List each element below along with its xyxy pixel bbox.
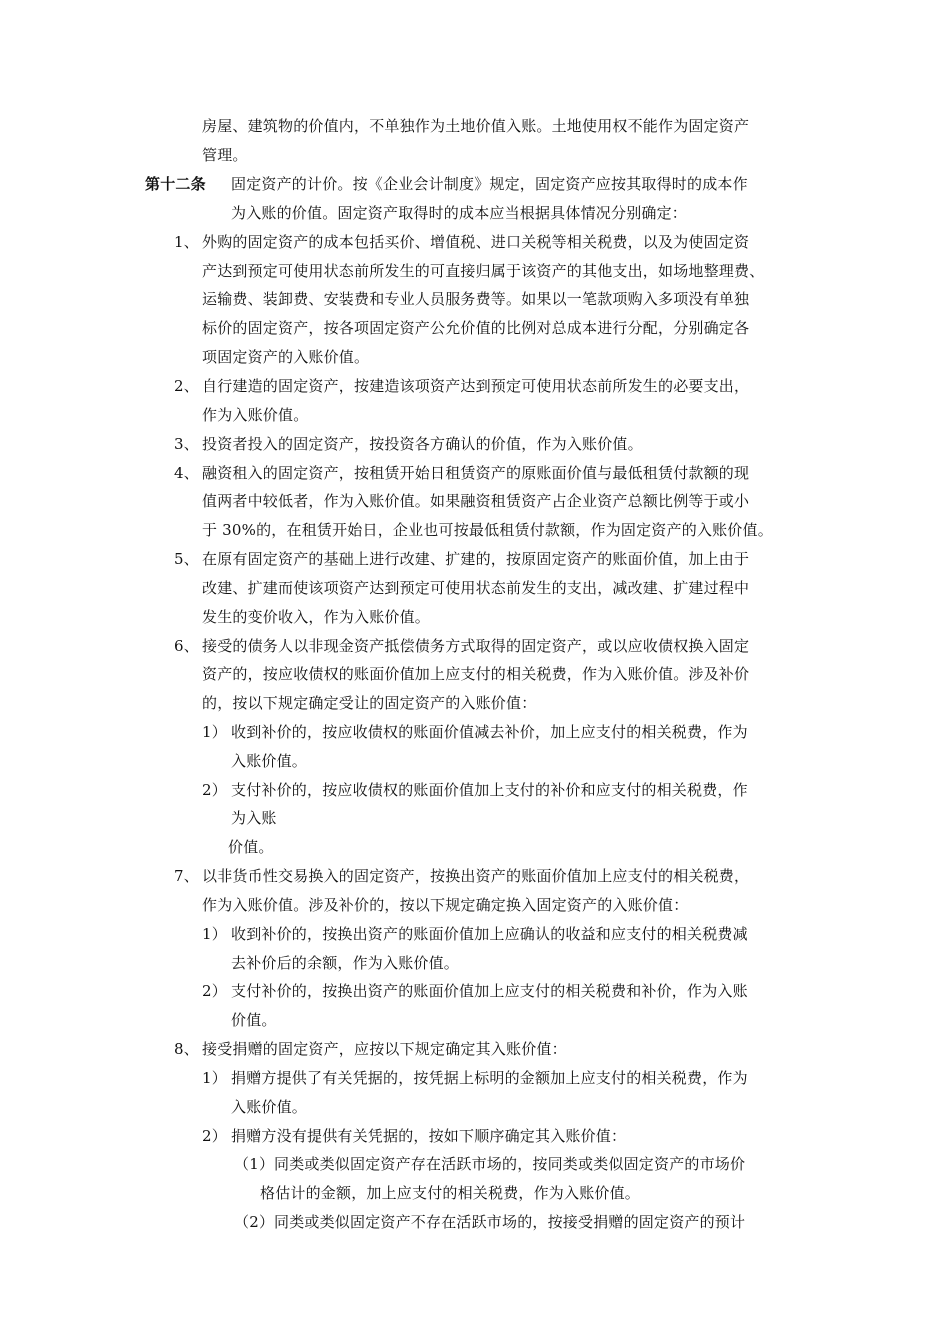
subitem-line: 去补价后的余额，作为入账价值。 — [231, 954, 460, 972]
article-label: 第十二条 — [145, 175, 206, 193]
item-number: 1、 — [174, 233, 199, 251]
subitem-line: 价值。 — [228, 838, 274, 856]
item-line: 改建、扩建而使该项资产达到预定可使用状态前发生的支出，减改建、扩建过程中 — [202, 579, 750, 597]
subitem-number: 1） — [202, 723, 227, 741]
item-line: 接受的债务人以非现金资产抵偿债务方式取得的固定资产，或以应收债权换入固定 — [202, 637, 750, 655]
subitem-line: 捐赠方提供了有关凭据的，按凭据上标明的金额加上应支付的相关税费，作为 — [231, 1069, 748, 1087]
subitem-line: 价值。 — [231, 1011, 277, 1029]
item-line: 在原有固定资产的基础上进行改建、扩建的，按原固定资产的账面价值，加上由于 — [202, 550, 750, 568]
item-number: 2、 — [174, 377, 199, 395]
intro-line: 管理。 — [202, 146, 248, 164]
item-line: 标价的固定资产，按各项固定资产公允价值的比例对总成本进行分配，分别确定各 — [202, 319, 750, 337]
item-line: 运输费、装卸费、安装费和专业人员服务费等。如果以一笔款项购入多项没有单独 — [202, 290, 750, 308]
item-line: 作为入账价值。涉及补价的，按以下规定确定换入固定资产的入账价值： — [202, 896, 689, 914]
subitem-number: 2） — [202, 982, 227, 1000]
item-line: 资产的，按应收债权的账面价值加上应支付的相关税费，作为入账价值。涉及补价 — [202, 665, 750, 683]
subsubitem-line: 格估计的金额，加上应支付的相关税费，作为入账价值。 — [260, 1184, 641, 1202]
item-number: 8、 — [174, 1040, 199, 1058]
item-number: 7、 — [174, 867, 199, 885]
subitem-line: 捐赠方没有提供有关凭据的，按如下顺序确定其入账价值： — [231, 1127, 627, 1145]
item-line: 项固定资产的入账价值。 — [202, 348, 370, 366]
item-line: 于 30%的，在租赁开始日，企业也可按最低租赁付款额，作为固定资产的入账价值。 — [202, 521, 773, 539]
item-line: 发生的变价收入，作为入账价值。 — [202, 608, 431, 626]
item-number: 4、 — [174, 464, 199, 482]
subsubitem-number: （2） — [234, 1213, 275, 1231]
item-line: 的，按以下规定确定受让的固定资产的入账价值： — [202, 694, 537, 712]
item-line: 投资者投入的固定资产，按投资各方确认的价值，作为入账价值。 — [202, 435, 643, 453]
item-line: 以非货币性交易换入的固定资产，按换出资产的账面价值加上应支付的相关税费， — [202, 867, 750, 885]
item-number: 6、 — [174, 637, 199, 655]
subitem-line: 入账价值。 — [231, 752, 308, 770]
item-line: 接受捐赠的固定资产，应按以下规定确定其入账价值： — [202, 1040, 567, 1058]
item-line: 自行建造的固定资产，按建造该项资产达到预定可使用状态前所发生的必要支出， — [202, 377, 750, 395]
subitem-line: 支付补价的，按换出资产的账面价值加上应支付的相关税费和补价，作为入账 — [231, 982, 748, 1000]
subsubitem-number: （1） — [234, 1155, 275, 1173]
subitem-line: 收到补价的，按应收债权的账面价值减去补价，加上应支付的相关税费，作为 — [231, 723, 748, 741]
item-number: 5、 — [174, 550, 199, 568]
subsubitem-line: 同类或类似固定资产不存在活跃市场的，按接受捐赠的固定资产的预计 — [274, 1213, 746, 1231]
subitem-number: 2） — [202, 781, 227, 799]
item-line: 外购的固定资产的成本包括买价、增值税、进口关税等相关税费，以及为使固定资 — [202, 233, 750, 251]
item-line: 作为入账价值。 — [202, 406, 309, 424]
subitem-number: 2） — [202, 1127, 227, 1145]
subitem-line: 为入账 — [231, 809, 277, 827]
subitem-number: 1） — [202, 925, 227, 943]
subsubitem-line: 同类或类似固定资产存在活跃市场的，按同类或类似固定资产的市场价 — [274, 1155, 746, 1173]
item-line: 值两者中较低者，作为入账价值。如果融资租赁资产占企业资产总额比例等于或小 — [202, 492, 750, 510]
intro-line: 房屋、建筑物的价值内，不单独作为土地价值入账。土地使用权不能作为固定资产 — [202, 117, 750, 135]
subitem-line: 收到补价的，按换出资产的账面价值加上应确认的收益和应支付的相关税费减 — [231, 925, 748, 943]
article-line: 为入账的价值。固定资产取得时的成本应当根据具体情况分别确定： — [231, 204, 688, 222]
article-line: 固定资产的计价。按《企业会计制度》规定，固定资产应按其取得时的成本作 — [231, 175, 748, 193]
subitem-line: 入账价值。 — [231, 1098, 308, 1116]
subitem-line: 支付补价的，按应收债权的账面价值加上支付的补价和应支付的相关税费，作 — [231, 781, 748, 799]
subitem-number: 1） — [202, 1069, 227, 1087]
item-line: 融资租入的固定资产，按租赁开始日租赁资产的原账面价值与最低租赁付款额的现 — [202, 464, 750, 482]
item-number: 3、 — [174, 435, 199, 453]
item-line: 产达到预定可使用状态前所发生的可直接归属于该资产的其他支出，如场地整理费、 — [202, 262, 765, 280]
